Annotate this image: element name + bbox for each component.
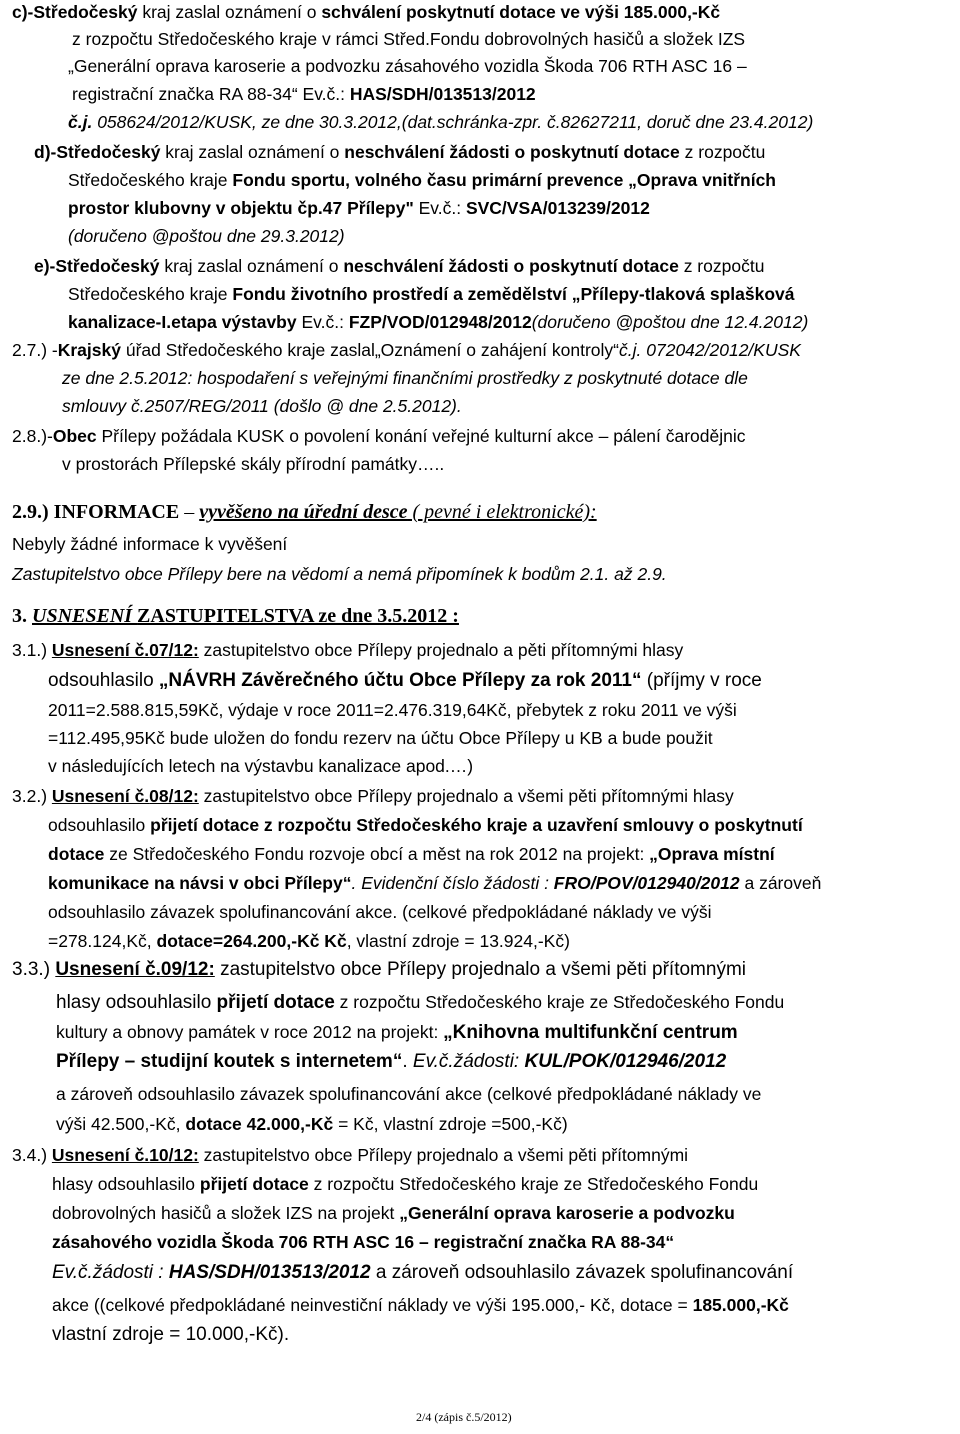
text: ( pevné i elektronické): bbox=[407, 501, 597, 523]
item-d-line-2 bbox=[68, 168, 776, 192]
text: . Evidenční číslo žádosti : bbox=[351, 873, 554, 893]
text: (příjmy v roce bbox=[641, 670, 762, 691]
reference-number: HAS/SDH/013513/2012 bbox=[168, 1262, 371, 1283]
text: odsouhlasilo bbox=[48, 815, 151, 835]
text: komunikace na návsi v obci Přílepy“ bbox=[48, 873, 352, 893]
resolution-3-4-line-5 bbox=[52, 1261, 793, 1285]
resolution-3-2-line-4 bbox=[48, 871, 821, 895]
text: č.j. bbox=[68, 112, 93, 132]
item-c-subject: schválení poskytnutí dotace ve výši 185.000,-Kč bbox=[321, 2, 721, 22]
resolution-3-4-line-2 bbox=[52, 1172, 758, 1196]
text: ze Středočeského Fondu rozvoje obcí a měst na rok 2012 na projekt: bbox=[104, 844, 650, 864]
text: hlasy odsouhlasilo bbox=[56, 992, 217, 1013]
text: 07/12: bbox=[149, 640, 199, 660]
text: INFORMACE bbox=[53, 501, 180, 523]
section-2-7-line-3: smlouvy č.2507/REG/2011 (došlo @ dne 2.5.2012). bbox=[62, 396, 462, 416]
section-2-8-line-2: v prostorách Přílepské skály přírodní památky….. bbox=[62, 454, 445, 474]
text: z rozpočtu Středočeského kraje ze Středočeského Fondu bbox=[334, 992, 785, 1012]
text: Usnesení č. bbox=[51, 1145, 150, 1165]
text: . bbox=[402, 1051, 413, 1072]
text: 3.2.) bbox=[12, 786, 52, 806]
text: prostor klubovny v objektu čp.47 Přílepy" bbox=[68, 198, 414, 218]
resolution-3-3-line-1 bbox=[12, 958, 746, 982]
item-c-line-3: „Generální oprava karoserie a podvozku zásahového vozidla Škoda 706 RTH ASC 16 – bbox=[68, 56, 747, 76]
text: ZASTUPITELSTVA ze dne 3.5.2012 : bbox=[137, 605, 459, 627]
resolution-3-2-line-6 bbox=[48, 929, 570, 953]
text: zastupitelstvo obce Přílepy projednalo a všemi pěti přítomnými bbox=[214, 959, 746, 980]
text: č.j. 072042/2012/KUSK bbox=[619, 340, 801, 360]
item-c-line-5 bbox=[68, 110, 813, 134]
text: neschválení žádosti o poskytnutí dotace bbox=[344, 142, 680, 162]
resolution-3-1-line-4: =112.495,95Kč bude uložen do fondu rezerv na účtu Obce Přílepy u KB a bude použit bbox=[48, 728, 713, 748]
resolution-3-3-line-3 bbox=[56, 1020, 738, 1045]
item-c-line-2: z rozpočtu Středočeského kraje v rámci Střed.Fondu dobrovolných hasičů a složek IZS bbox=[72, 29, 746, 49]
resolution-3-2-line-1 bbox=[12, 784, 734, 808]
text: = Kč, vlastní zdroje =500,-Kč) bbox=[333, 1114, 568, 1134]
text: vyvěšeno na úřední desce bbox=[199, 501, 408, 523]
text: zastupitelstvo obce Přílepy projednalo a všemi pěti přítomnými hlasy bbox=[198, 786, 734, 806]
reference-number: FZP/VOD/012948/2012 bbox=[348, 312, 532, 332]
reference-number: KUL/POK/012946/2012 bbox=[524, 1051, 727, 1072]
resolution-3-3-line-4 bbox=[56, 1050, 726, 1074]
text: 185.000,-Kč bbox=[692, 1295, 789, 1315]
section-3-heading bbox=[12, 604, 459, 628]
item-c-label: c)-Středočeský bbox=[12, 2, 138, 22]
item-c-line-1 bbox=[12, 0, 720, 24]
text: dotace 42.000,-Kč bbox=[185, 1114, 334, 1134]
text: Usnesení č. bbox=[55, 959, 161, 980]
text: 08/12: bbox=[149, 786, 199, 806]
text: a zároveň odsouhlasilo závazek spolufinancování bbox=[370, 1262, 794, 1283]
resolution-3-4-line-7: vlastní zdroje = 10.000,-Kč). bbox=[52, 1324, 290, 1345]
text: neschválení žádosti o poskytnutí dotace bbox=[343, 256, 679, 276]
resolution-3-2-line-5: odsouhlasilo závazek spolufinancování akce. (celkové předpokládané náklady ve výši bbox=[48, 902, 712, 922]
text: kraj zaslal oznámení o bbox=[137, 2, 322, 22]
resolution-3-3-line-2 bbox=[56, 990, 784, 1015]
text: z rozpočtu Středočeského kraje ze Středočeského Fondu bbox=[308, 1174, 759, 1194]
text: kraj zaslal oznámení o bbox=[159, 256, 344, 276]
text: „Generální oprava karoserie a podvozku bbox=[399, 1203, 735, 1223]
text: „NÁVRH Závěrečného účtu Obce Přílepy za rok 2011“ bbox=[158, 670, 642, 691]
item-d-line-1 bbox=[34, 140, 765, 164]
resolution-3-2-line-3 bbox=[48, 842, 775, 866]
text: odsouhlasilo bbox=[48, 670, 159, 691]
item-e-line-1 bbox=[34, 254, 764, 278]
text: akce ((celkové předpokládané neinvestiční náklady ve výši 195.000,- Kč, dotace = bbox=[52, 1295, 693, 1315]
section-2-9-line-2: Nebyly žádné informace k vyvěšení bbox=[12, 534, 288, 554]
text: 3.3.) bbox=[12, 959, 56, 980]
text: Obec bbox=[52, 426, 97, 446]
text: Fondu sportu, volného času primární prevence „Oprava vnitřních bbox=[232, 170, 776, 190]
text: Usnesení č. bbox=[51, 640, 150, 660]
resolution-3-1-line-5: v následujících letech na výstavbu kanalizace apod.…) bbox=[48, 756, 474, 776]
section-2-8-line-1 bbox=[12, 424, 746, 448]
resolution-3-3-line-5: a zároveň odsouhlasilo závazek spolufinancování akce (celkové předpokládané náklady ve bbox=[56, 1084, 762, 1104]
resolution-3-3-line-6 bbox=[56, 1112, 568, 1136]
item-e-line-3 bbox=[68, 310, 808, 334]
reference-number: FRO/POV/012940/2012 bbox=[553, 873, 740, 893]
text: dotace=264.200,-Kč Kč bbox=[156, 931, 347, 951]
item-d-label: d)-Středočeský bbox=[34, 142, 161, 162]
section-2-7-line-1 bbox=[12, 338, 801, 362]
section-2-9-line-3: Zastupitelstvo obce Přílepy bere na vědomí a nemá připomínek k bodům 2.1. až 2.9. bbox=[12, 564, 667, 584]
text: Středočeského kraje bbox=[68, 170, 233, 190]
text: – bbox=[179, 501, 200, 523]
text: přijetí dotace z rozpočtu Středočeského kraje a uzavření smlouvy o poskytnutí bbox=[150, 815, 803, 835]
text: zastupitelstvo obce Přílepy projednalo a všemi pěti přítomnými bbox=[198, 1145, 689, 1165]
resolution-3-4-line-1 bbox=[12, 1143, 688, 1167]
text: Ev.č.: bbox=[297, 84, 350, 104]
item-e-line-2 bbox=[68, 282, 795, 306]
text: 2.7.) - bbox=[12, 340, 58, 360]
text: 10/12: bbox=[149, 1145, 199, 1165]
text: úřad Středočeského kraje zaslal„Oznámení o zahájení kontroly“ bbox=[120, 340, 620, 360]
text: Středočeského kraje bbox=[68, 284, 233, 304]
text: z rozpočtu bbox=[679, 142, 766, 162]
text: registrační značka RA 88-34“ bbox=[72, 84, 298, 104]
text: „Oprava místní bbox=[649, 844, 775, 864]
resolution-3-1-line-1 bbox=[12, 638, 683, 662]
page-footer: 2/4 (zápis č.5/2012) bbox=[416, 1410, 512, 1424]
resolution-3-1-line-3: 2011=2.588.815,59Kč, výdaje v roce 2011=2.476.319,64Kč, přebytek z roku 2011 ve výši bbox=[48, 700, 737, 720]
text: kanalizace-I.etapa výstavby bbox=[68, 312, 297, 332]
text: Přílepy – studijní koutek s internetem“ bbox=[56, 1051, 403, 1072]
item-e-label: e)-Středočeský bbox=[34, 256, 160, 276]
text: Ev.č.: bbox=[418, 198, 466, 218]
text: „Knihovna multifunkční centrum bbox=[443, 1022, 738, 1043]
section-2-9-heading bbox=[12, 500, 597, 524]
text: Ev.č.žádosti : bbox=[52, 1262, 169, 1283]
resolution-3-1-line-2 bbox=[48, 669, 762, 693]
section-2-7-line-2: ze dne 2.5.2012: hospodaření s veřejnými finančními prostředky z poskytnuté dotace dle bbox=[62, 368, 748, 388]
resolution-3-4-line-4: zásahového vozidla Škoda 706 RTH ASC 16 – registrační značka RA 88-34“ bbox=[52, 1232, 675, 1252]
text: z rozpočtu bbox=[678, 256, 765, 276]
item-d-line-4: (doručeno @poštou dne 29.3.2012) bbox=[68, 226, 345, 246]
text: a zároveň bbox=[739, 873, 822, 893]
text: přijetí dotace bbox=[199, 1174, 309, 1194]
item-c-line-4 bbox=[72, 82, 536, 106]
resolution-3-4-line-3 bbox=[52, 1201, 735, 1225]
text: Ev.č.: bbox=[301, 312, 349, 332]
text: Ev.č.žádosti: bbox=[412, 1051, 525, 1072]
text: kultury a obnovy památek v roce 2012 na projekt: bbox=[56, 1022, 444, 1042]
text: 2.9.) bbox=[12, 501, 54, 523]
text: 3.4.) bbox=[12, 1145, 52, 1165]
text: 3.1.) bbox=[12, 640, 52, 660]
reference-number: SVC/VSA/013239/2012 bbox=[465, 198, 650, 218]
item-d-line-3 bbox=[68, 196, 650, 220]
text: (doručeno @poštou dne 12.4.2012) bbox=[531, 312, 809, 332]
text: zastupitelstvo obce Přílepy projednalo a pěti přítomnými hlasy bbox=[198, 640, 684, 660]
text: Přílepy požádala KUSK o povolení konání veřejné kulturní akce – pálení čarodějnic bbox=[96, 426, 746, 446]
text: 09/12: bbox=[160, 959, 215, 980]
text: 2.8.)- bbox=[12, 426, 53, 446]
text: USNESENÍ bbox=[32, 605, 138, 627]
text: výši 42.500,-Kč, bbox=[56, 1114, 186, 1134]
resolution-3-4-line-6 bbox=[52, 1293, 789, 1317]
text: =278.124,Kč, bbox=[48, 931, 157, 951]
text: dotace bbox=[48, 844, 105, 864]
text: Usnesení č. bbox=[51, 786, 150, 806]
text: přijetí dotace bbox=[216, 992, 335, 1013]
resolution-3-2-line-2 bbox=[48, 813, 803, 837]
reference-number: HAS/SDH/013513/2012 bbox=[349, 84, 536, 104]
text: 058624/2012/KUSK, ze dne 30.3.2012,(dat.schránka-zpr. č.82627211, doruč dne 23.4.2012) bbox=[97, 112, 814, 132]
text: kraj zaslal oznámení o bbox=[160, 142, 345, 162]
text: 3. bbox=[12, 605, 32, 627]
text: dobrovolných hasičů a složek IZS na projekt bbox=[52, 1203, 400, 1223]
text: Fondu životního prostředí a zemědělství „Přílepy-tlaková splašková bbox=[232, 284, 795, 304]
text: , vlastní zdroje = 13.924,-Kč) bbox=[346, 931, 570, 951]
text: hlasy odsouhlasilo bbox=[52, 1174, 200, 1194]
text: Krajský bbox=[57, 340, 121, 360]
